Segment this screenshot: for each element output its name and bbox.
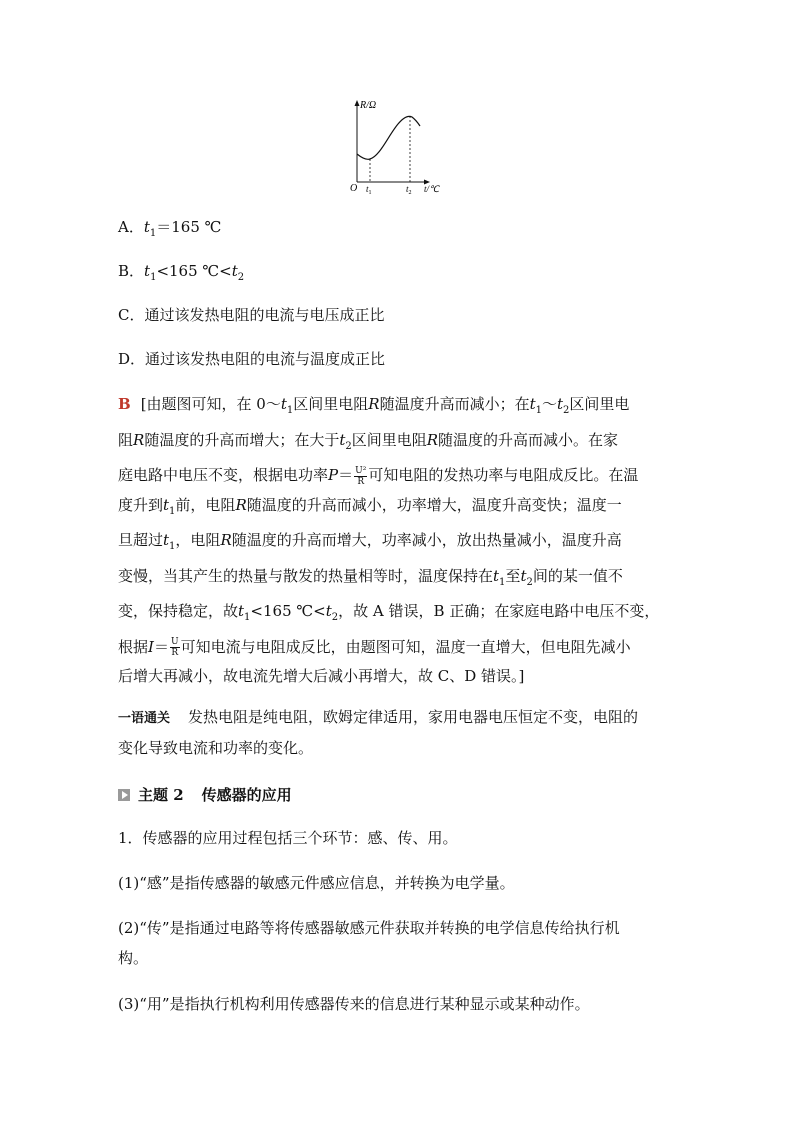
answer-explanation (118, 390, 678, 692)
answer-text: 阻 (118, 430, 134, 449)
answer-text: 随温度的升高而增大；在大于 (144, 430, 340, 449)
answer-line-5 (118, 526, 678, 562)
sub-2: 2 (331, 612, 339, 623)
option-b (118, 261, 244, 288)
answer-letter: B (118, 395, 131, 413)
answer-text: 随温度的升高而增大，功率减小，放出热量减小，温度升高 (231, 531, 622, 549)
sub-1: 1 (286, 405, 294, 416)
answer-text: 度升到 (118, 495, 164, 514)
answer-text: 间的某一值不 (532, 566, 623, 585)
y-axis-arrow (355, 100, 360, 106)
summary-block (118, 703, 678, 763)
option-b-sub2: 2 (237, 272, 245, 283)
var-i: I (148, 637, 154, 656)
var-t: t (493, 566, 500, 585)
answer-text: 庭电路中电压不变，根据电功率 (118, 466, 329, 484)
fraction-numerator: U² (355, 465, 367, 476)
answer-text: 变，保持稳定，故 (118, 602, 239, 620)
point-1: 1．传感器的应用过程包括三个环节：感、传、用。 (118, 829, 458, 847)
option-a-prefix: A． (118, 218, 144, 236)
var-t: t (163, 531, 170, 549)
answer-text: 可知电阻的发热功率与电阻成反比。在温 (368, 466, 639, 484)
option-b-text: <165 ℃< (156, 262, 232, 280)
answer-line-2 (118, 426, 678, 462)
sub-2: 2 (345, 440, 352, 452)
option-b-prefix: B． (118, 262, 145, 280)
answer-text: 根据 (118, 637, 149, 656)
answer-text: ，电阻 (175, 531, 221, 549)
sub-1: 1 (169, 541, 176, 552)
var-t: t (520, 566, 527, 585)
answer-text: 随温度的升高而减小，功率增大，温度升高变快；温度一 (246, 495, 622, 514)
answer-text: ＝ (338, 466, 354, 484)
answer-line-9: 后增大再减小，故电流先增大后减小再增大，故 C、D 错误。] (118, 667, 525, 685)
var-t: t (325, 602, 332, 620)
answer-line-7 (118, 597, 678, 633)
fraction-denominator: R (171, 648, 179, 658)
current-fraction (170, 637, 180, 658)
answer-text: 至 (505, 566, 521, 585)
point-2: (1)“感”是指传感器的敏感元件感应信息，并转换为电学量。 (118, 874, 515, 892)
var-r: R (220, 531, 232, 549)
fraction-denominator: R (357, 476, 365, 487)
var-t: t (238, 602, 245, 620)
x-axis-label: t/℃ (424, 184, 440, 194)
answer-line-4 (118, 491, 678, 527)
answer-text: ～ (542, 395, 558, 413)
option-b-sub: 1 (150, 272, 157, 283)
var-r: R (426, 430, 439, 449)
option-a-sub: 1 (149, 228, 157, 239)
option-a (118, 217, 221, 244)
t2-label: $t_2$ (406, 184, 412, 194)
answer-line-6 (118, 562, 678, 598)
sub-1: 1 (244, 612, 251, 623)
option-d: D．通过该发热电阻的电流与温度成正比 (118, 350, 386, 368)
var-t: t (163, 495, 170, 514)
answer-text: 前，电阻 (175, 495, 236, 514)
answer-text: <165 ℃< (250, 602, 326, 620)
resistance-temperature-graph (340, 96, 450, 194)
point-4: (3)“用”是指执行机构利用传感器传来的信息进行某种显示或某种动作。 (118, 995, 590, 1013)
sub-2: 2 (526, 576, 533, 588)
var-t: t (557, 395, 564, 413)
var-t: t (339, 430, 346, 449)
resistance-curve (357, 116, 420, 159)
option-c: C．通过该发热电阻的电流与电压成正比 (118, 306, 385, 324)
answer-text: 区间里电阻 (351, 430, 427, 449)
var-p: P (328, 466, 339, 484)
sub-1: 1 (535, 405, 542, 416)
point-3-line-1: (2)“传”是指通过电路等将传感器敏感元件获取并转换的电学信息传给执行机 (118, 919, 620, 937)
answer-text: 可知电流与电阻成反比，由题图可知，温度一直增大，但电阻先减小 (180, 637, 631, 656)
t1-label: $t_1$ (366, 184, 372, 194)
answer-line-1 (118, 390, 678, 426)
graph-svg (340, 96, 450, 194)
topic-heading (118, 784, 292, 805)
summary-text: 发热电阻是纯电阻，欧姆定律适用，家用电器电压恒定不变，电阻的 (188, 708, 639, 726)
y-axis-label: R/Ω (360, 100, 377, 111)
sub-1: 1 (499, 576, 506, 588)
answer-text: 区间里电阻 (293, 395, 369, 413)
summary-line-1 (118, 703, 678, 734)
var-r: R (368, 395, 380, 413)
var-r: R (133, 430, 145, 449)
fraction-numerator: U (170, 637, 179, 647)
var-t: t (529, 395, 536, 413)
answer-line-8 (118, 633, 678, 663)
answer-text: 随温度升高而减小；在 (379, 395, 530, 413)
answer-text: ＝ (153, 637, 169, 656)
answer-line-3 (118, 461, 678, 491)
topic-label: 主题 2 (138, 786, 184, 804)
sub-2: 2 (563, 405, 570, 416)
power-fraction (354, 466, 367, 487)
answer-text: ，故 A 错误，B 正确；在家庭电路中电压不变， (338, 602, 660, 620)
option-b-var2: t (231, 262, 238, 280)
option-a-var: t (143, 218, 150, 236)
option-a-text: ＝165 ℃ (156, 218, 222, 236)
summary-tag: 一语通关 (118, 711, 171, 726)
answer-text: 区间里电 (569, 395, 630, 413)
answer-text: 变慢，当其产生的热量与散发的热量相等时，温度保持在 (118, 566, 494, 585)
point-3-line-2: 构。 (118, 949, 149, 967)
sub-1: 1 (169, 505, 176, 517)
option-b-var: t (144, 262, 151, 280)
origin-label: O (350, 183, 358, 194)
summary-line-2: 变化导致电流和功率的变化。 (118, 738, 314, 757)
answer-text: [由题图可知，在 0～ (140, 395, 281, 413)
var-t: t (280, 395, 287, 413)
topic-title: 传感器的应用 (201, 786, 292, 804)
answer-text: 旦超过 (118, 531, 164, 549)
play-triangle-icon (118, 789, 130, 801)
var-r: R (235, 495, 247, 514)
answer-text: 随温度的升高而减小。在家 (438, 430, 619, 449)
